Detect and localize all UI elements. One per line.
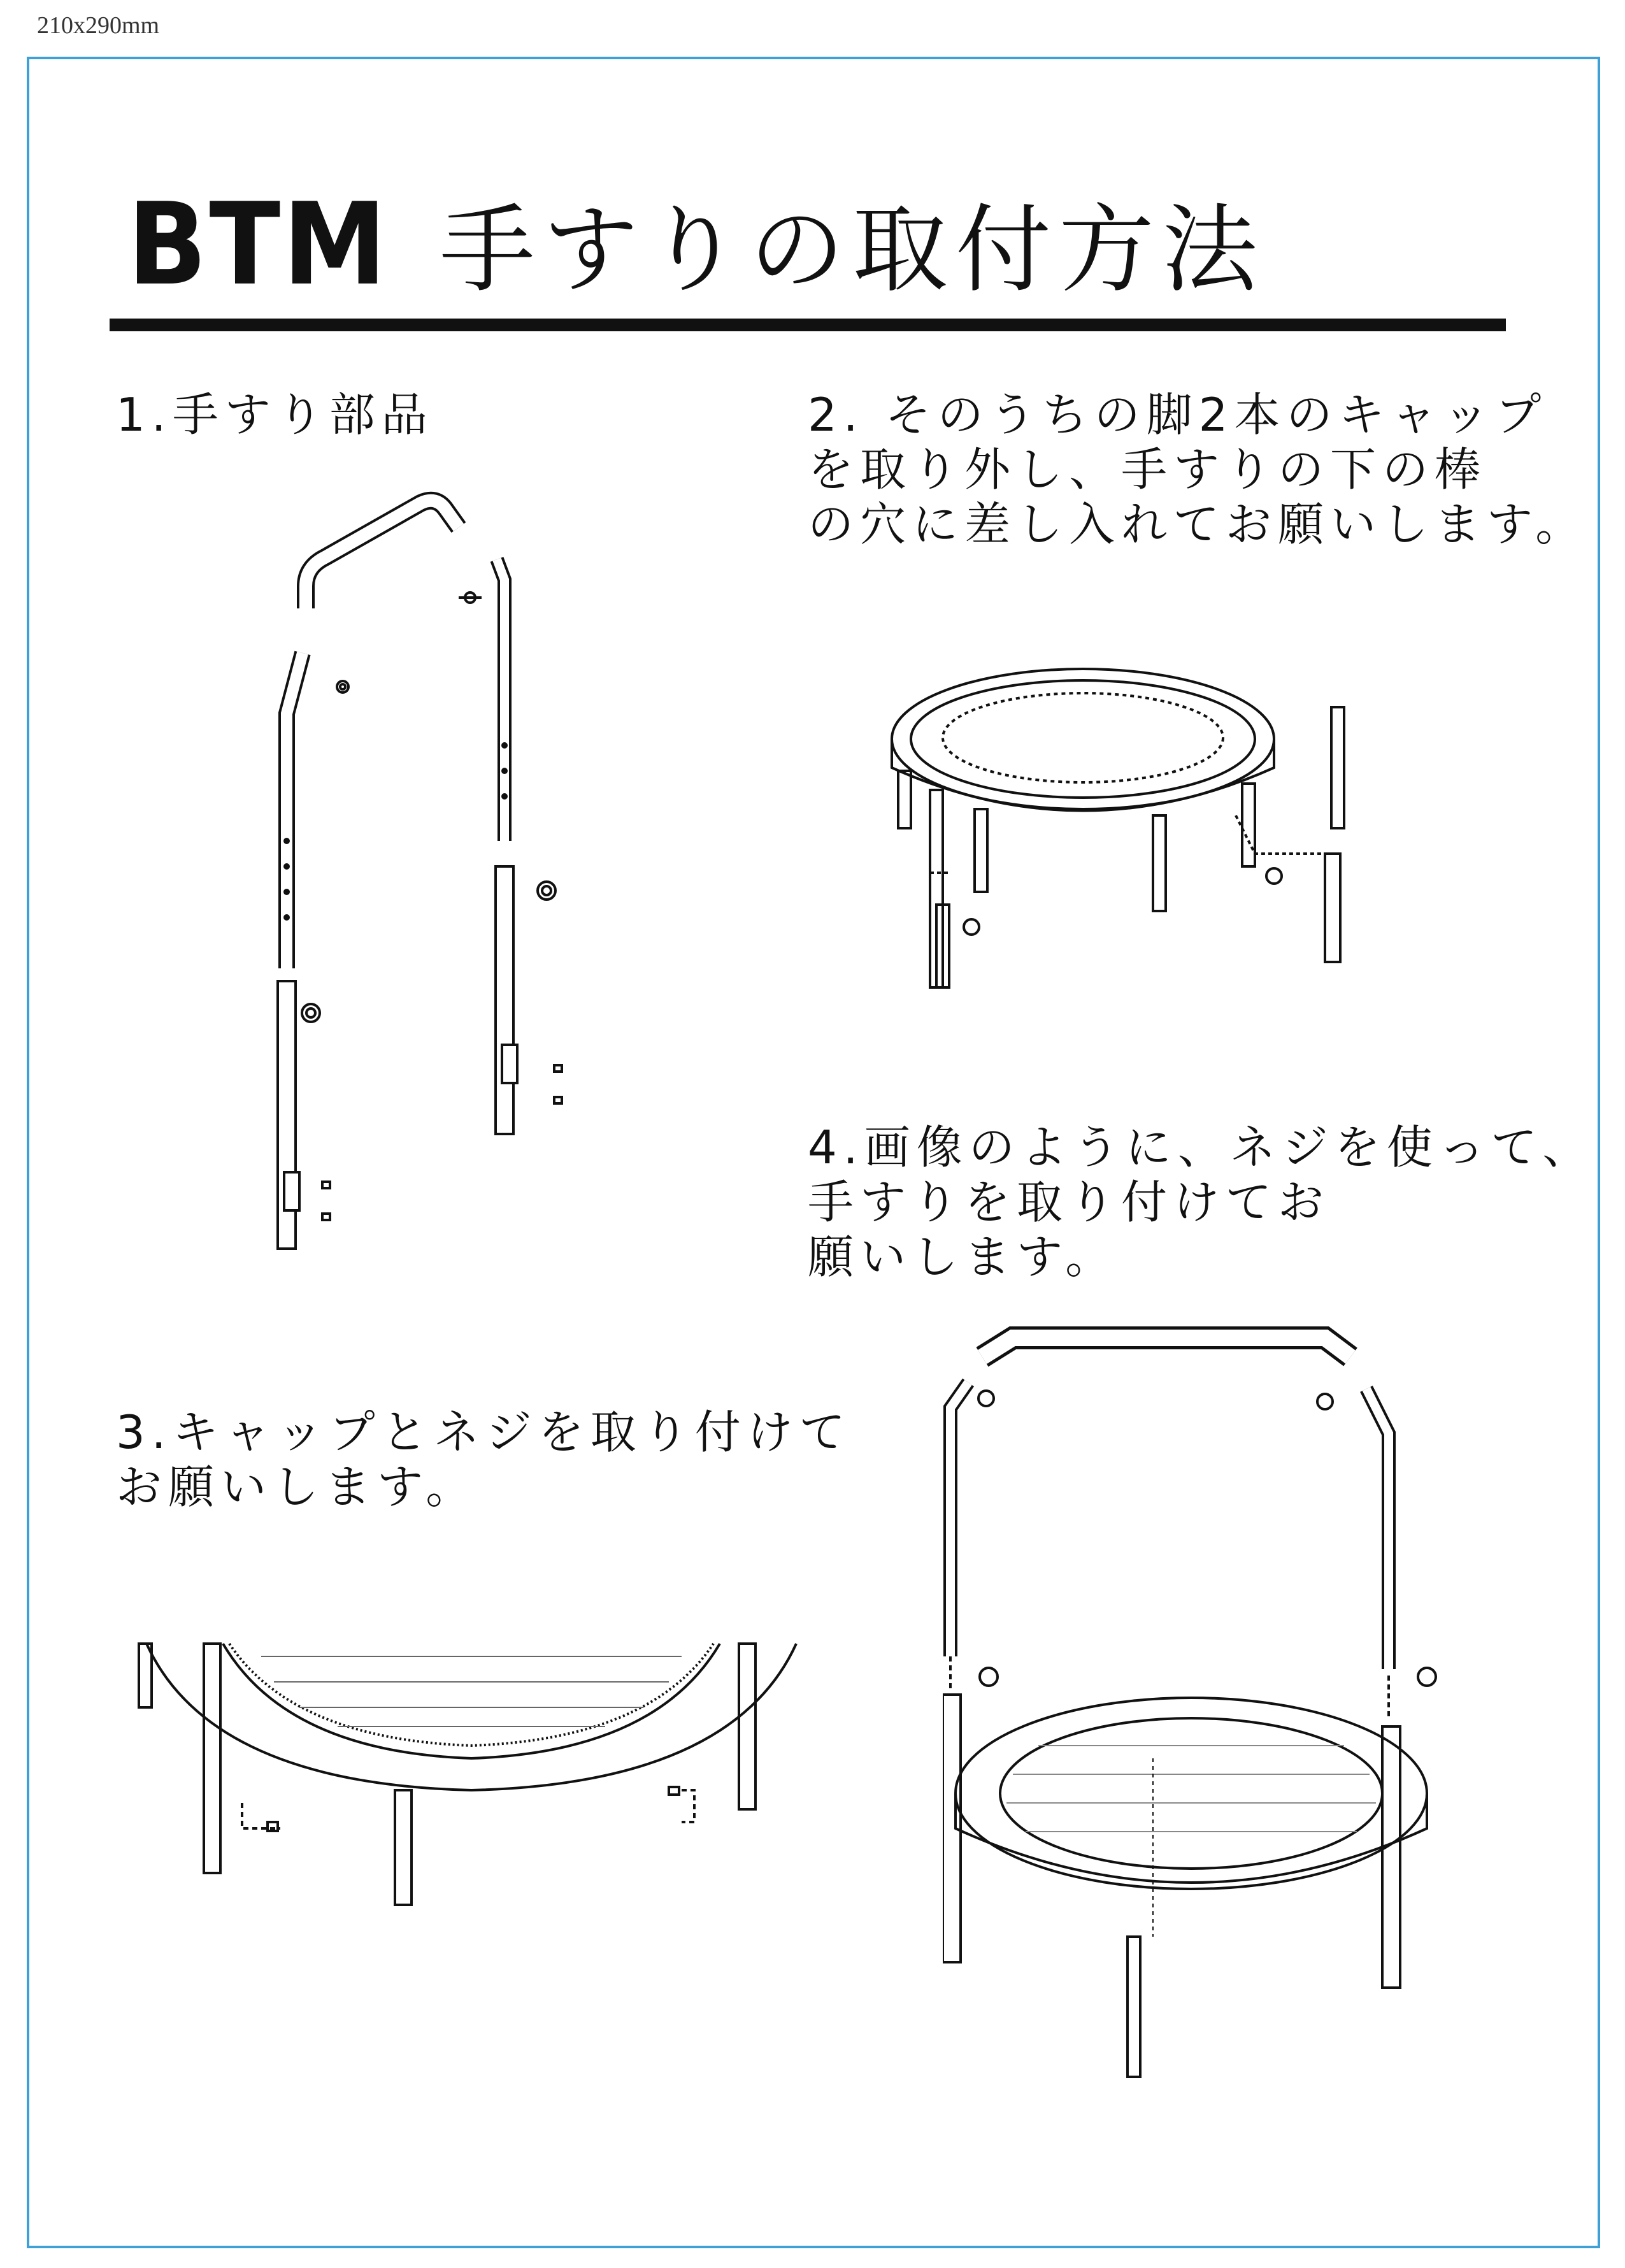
brand-logo: BTM (127, 178, 389, 310)
cap-screw-illustration (134, 1631, 809, 1918)
step-1-line: 1.手すり部品 (116, 388, 434, 441)
step-2-line: 2. そのうちの脚2本のキャップ (808, 388, 1548, 441)
step-2-line: を取り外し、手すりの下の棒 (808, 443, 1487, 496)
step-4-line: 願いします。 (808, 1230, 1118, 1284)
step-1-text (116, 387, 434, 442)
step-3-line: 3.キャップとネジを取り付けて (116, 1405, 852, 1459)
step-2-text (808, 387, 1587, 552)
step-4-text (808, 1120, 1594, 1284)
step-4-line: 4.画像のように、ネジを使って、 (808, 1121, 1595, 1174)
step-4-line: 手すりを取り付けてお (808, 1175, 1331, 1229)
final-assembly-illustration (943, 1300, 1440, 2090)
page-title: 手すりの取付方法 (440, 195, 1266, 306)
step-3-line: お願いします。 (116, 1460, 478, 1514)
handrail-parts-illustration (242, 484, 599, 1261)
step-3-text (116, 1405, 852, 1514)
title-underline (110, 319, 1506, 331)
page-size-note: 210x290mm (37, 12, 160, 39)
trampoline-legs-illustration (879, 663, 1357, 994)
step-2-line: の穴に差し入れてお願いします。 (808, 498, 1588, 551)
